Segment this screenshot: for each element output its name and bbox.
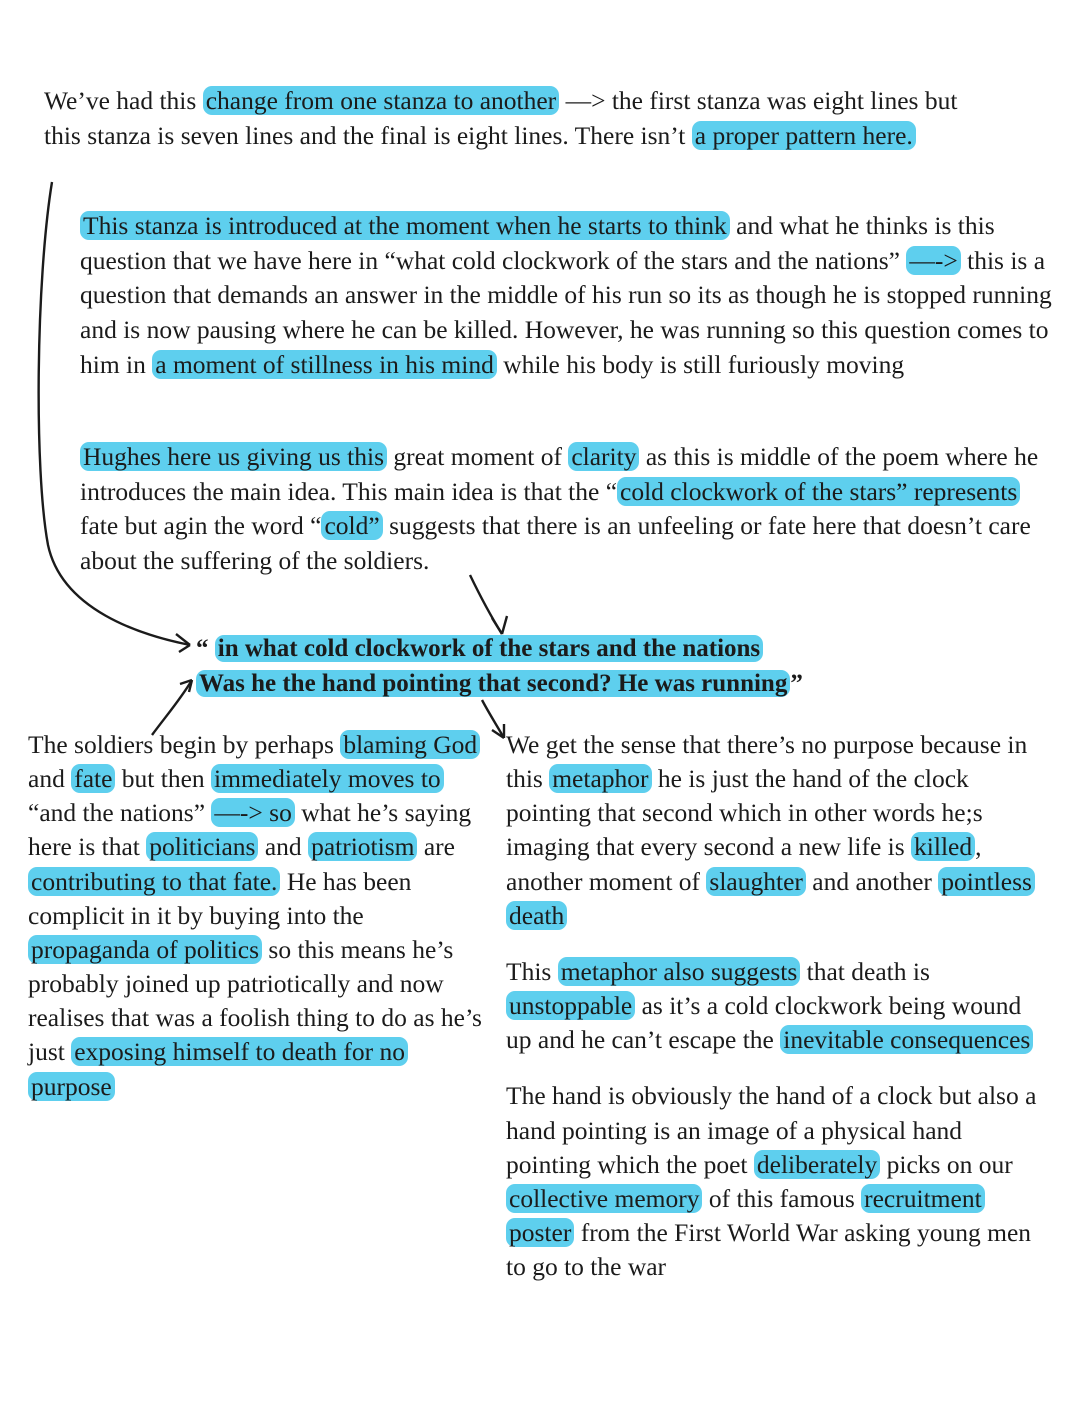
highlighted-text: —-> xyxy=(906,246,960,275)
highlighted-text: recruitment poster xyxy=(506,1184,985,1247)
highlighted-text: deliberately xyxy=(754,1150,880,1179)
highlighted-text: slaughter xyxy=(706,867,805,896)
highlighted-text: collective memory xyxy=(506,1184,702,1213)
highlighted-text: a proper pattern here. xyxy=(692,121,916,150)
highlighted-text: fate xyxy=(71,764,115,793)
quote-open-mark: “ xyxy=(196,635,215,662)
highlighted-text: exposing himself to death for no purpose xyxy=(28,1037,408,1100)
highlighted-text: metaphor also suggests xyxy=(558,957,801,986)
left-column-commentary xyxy=(28,728,483,1104)
stanza-paragraph: This stanza is introduced at the moment when he starts to think and what he thinks is this question that we have here in “what cold clockwork of the stars and the nations” —-> this is a question that demands an answer in the middle of his run so its as though he is stopped running and is now pausing where he can be killed. However, he was running so this question comes to him in a moment of stillness in his mind while his body is still furiously moving xyxy=(80,211,1052,379)
right-column-commentary xyxy=(506,728,1046,1306)
left-column-paragraph: The soldiers begin by perhaps blaming God and fate but then immediately moves to “and the nations” —-> so what he’s saying here is that politicians and patriotism are contributing to that fate. He has been complicit in it by buying into the propaganda of politics so this means he’s probably joined up patriotically and now realises that was a foolish thing to do as he’s just exposing himself to death for no purpose xyxy=(28,730,482,1101)
highlighted-text: inevitable consequences xyxy=(780,1025,1033,1054)
right-column-paragraph-2: This metaphor also suggests that death is unstoppable as it’s a cold clockwork being wound up and he can’t escape the inevitable consequences xyxy=(506,955,1046,1057)
arrow-quote-to-left-column xyxy=(152,680,192,735)
intro-paragraph: We’ve had this change from one stanza to another —> the first stanza was eight lines but this stanza is seven lines and the final is eight lines. There isn’t a proper pattern here. xyxy=(44,86,958,150)
poem-quotation xyxy=(196,632,1016,701)
arrow-quote-to-right-column xyxy=(482,700,504,738)
right-column-paragraph-1: We get the sense that there’s no purpose because in this metaphor he is just the hand of the clock pointing that second which in other words he;s imaging that every second a new life is killed , another moment of slaughter and another pointless death xyxy=(506,728,1046,933)
hughes-paragraph: Hughes here us giving us this great moment of clarity as this is middle of the poem where he introduces the main idea. This main idea is that the “ cold clockwork of the stars” represents fate but agin the word “ cold” suggests that there is an unfeeling or fate here that doesn’t care about the suffering of the soldiers. xyxy=(80,442,1039,576)
highlighted-text: contributing to that fate. xyxy=(28,867,280,896)
highlighted-text: pointless death xyxy=(506,867,1035,930)
highlighted-text: This stanza is introduced at the moment when he starts to think xyxy=(80,211,730,240)
quote-line-2-text: Was he the hand pointing that second? He was running xyxy=(196,670,790,697)
quote-line-2 xyxy=(196,667,1016,702)
quote-line-1 xyxy=(196,632,1016,667)
highlighted-text: cold clockwork of the stars” represents xyxy=(617,477,1020,506)
highlighted-text: change from one stanza to another xyxy=(203,86,559,115)
highlighted-text: blaming God xyxy=(340,730,480,759)
quote-line-1-text: in what cold clockwork of the stars and the nations xyxy=(215,635,763,662)
highlighted-text: politicians xyxy=(146,832,258,861)
highlighted-text: killed xyxy=(911,832,975,861)
right-column-paragraph-3: The hand is obviously the hand of a clock but also a hand pointing is an image of a physical hand pointing which the poet deliberately picks on our collective memory of this famous recruitment poster from the First World War asking young men to go to the war xyxy=(506,1081,1037,1282)
highlighted-text: clarity xyxy=(568,442,639,471)
highlighted-text: immediately moves to xyxy=(211,764,444,793)
highlighted-text: propaganda of politics xyxy=(28,935,262,964)
highlighted-text: —-> so xyxy=(211,798,294,827)
highlighted-text: cold” xyxy=(321,511,382,540)
arrow-hughes-to-quote xyxy=(470,575,502,634)
highlighted-text: Hughes here us giving us this xyxy=(80,442,387,471)
highlighted-text: patriotism xyxy=(308,832,417,861)
highlighted-text: a moment of stillness in his mind xyxy=(152,350,497,379)
highlighted-text: unstoppable xyxy=(506,991,635,1020)
highlighted-text: metaphor xyxy=(549,764,651,793)
quote-close-mark: ” xyxy=(790,669,803,697)
